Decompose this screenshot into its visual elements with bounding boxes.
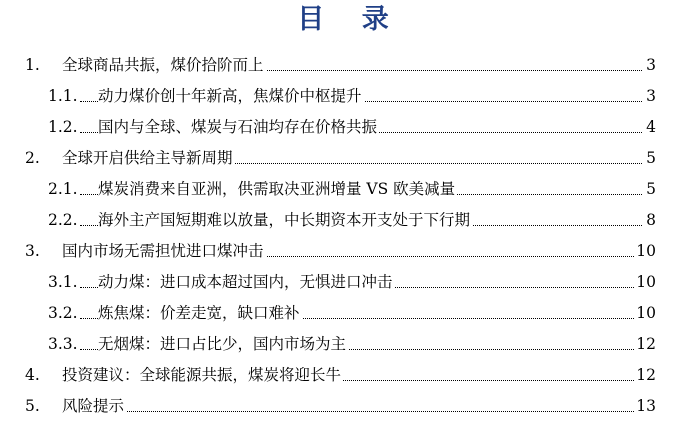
toc-entry-number: 2.2. bbox=[48, 211, 78, 229]
toc-title: 目 录 bbox=[297, 4, 403, 35]
toc-entry[interactable] bbox=[0, 50, 700, 81]
toc-entry-number: 3.2. bbox=[48, 304, 78, 322]
toc-entry-number: 4. bbox=[25, 366, 40, 384]
toc-entry[interactable] bbox=[0, 391, 700, 422]
toc-entry[interactable] bbox=[0, 143, 700, 174]
toc-entry[interactable] bbox=[0, 298, 700, 329]
toc-entry-title[interactable]: 海外主产国短期难以放量，中长期资本开支处于下行期 bbox=[98, 205, 472, 236]
toc-entry-title[interactable]: 投资建议：全球能源共振，煤炭将迎长牛 bbox=[62, 360, 343, 391]
toc-leader-dots bbox=[80, 411, 642, 412]
toc-entry-number: 3. bbox=[25, 242, 40, 260]
toc-entry-page: 13 bbox=[634, 391, 656, 422]
toc-entry-page: 10 bbox=[634, 267, 656, 298]
toc-entry-title[interactable]: 无烟煤：进口占比少，国内市场为主 bbox=[98, 329, 348, 360]
toc-entry-number: 1.2. bbox=[48, 118, 78, 136]
toc-entry[interactable] bbox=[0, 81, 700, 112]
toc-entry[interactable] bbox=[0, 329, 700, 360]
toc-entry-number: 1. bbox=[25, 56, 40, 74]
toc-entry-title[interactable]: 全球商品共振，煤价拾阶而上 bbox=[62, 50, 266, 81]
toc-entry-number: 3.3. bbox=[48, 335, 78, 353]
toc-entry-title[interactable]: 全球开启供给主导新周期 bbox=[62, 143, 235, 174]
toc-entry[interactable] bbox=[0, 205, 700, 236]
toc-entry-title[interactable]: 风险提示 bbox=[62, 391, 126, 422]
toc-entry-title[interactable]: 煤炭消费来自亚洲，供需取决亚洲增量 VS 欧美减量 bbox=[98, 174, 457, 205]
toc-entry-page: 5 bbox=[644, 174, 656, 205]
toc-list bbox=[0, 50, 700, 422]
toc-entry-page: 4 bbox=[644, 112, 656, 143]
toc-entry-number: 1.1. bbox=[48, 87, 78, 105]
toc-entry-page: 8 bbox=[644, 205, 656, 236]
toc-entry-page: 10 bbox=[634, 236, 656, 267]
toc-entry[interactable] bbox=[0, 174, 700, 205]
toc-entry-title[interactable]: 动力煤价创十年新高，焦煤价中枢提升 bbox=[98, 81, 364, 112]
toc-entry-title[interactable]: 国内与全球、煤炭与石油均存在价格共振 bbox=[98, 112, 379, 143]
toc-entry-page: 10 bbox=[634, 298, 656, 329]
toc-entry[interactable] bbox=[0, 267, 700, 298]
toc-entry[interactable] bbox=[0, 360, 700, 391]
toc-entry-page: 3 bbox=[644, 81, 656, 112]
toc-entry-page: 3 bbox=[644, 50, 656, 81]
toc-entry-title[interactable]: 炼焦煤：价差走宽，缺口难补 bbox=[98, 298, 302, 329]
toc-entry-number: 5. bbox=[25, 397, 40, 415]
toc-entry-page: 5 bbox=[644, 143, 656, 174]
toc-entry-number: 3.1. bbox=[48, 273, 78, 291]
toc-entry-number: 2.1. bbox=[48, 180, 78, 198]
toc-entry-number: 2. bbox=[25, 149, 40, 167]
toc-entry[interactable] bbox=[0, 236, 700, 267]
toc-entry-title[interactable]: 国内市场无需担忧进口煤冲击 bbox=[62, 236, 266, 267]
toc-entry-page: 12 bbox=[634, 329, 656, 360]
toc-entry[interactable] bbox=[0, 112, 700, 143]
toc-entry-page: 12 bbox=[634, 360, 656, 391]
toc-entry-title[interactable]: 动力煤：进口成本超过国内，无惧进口冲击 bbox=[98, 267, 395, 298]
